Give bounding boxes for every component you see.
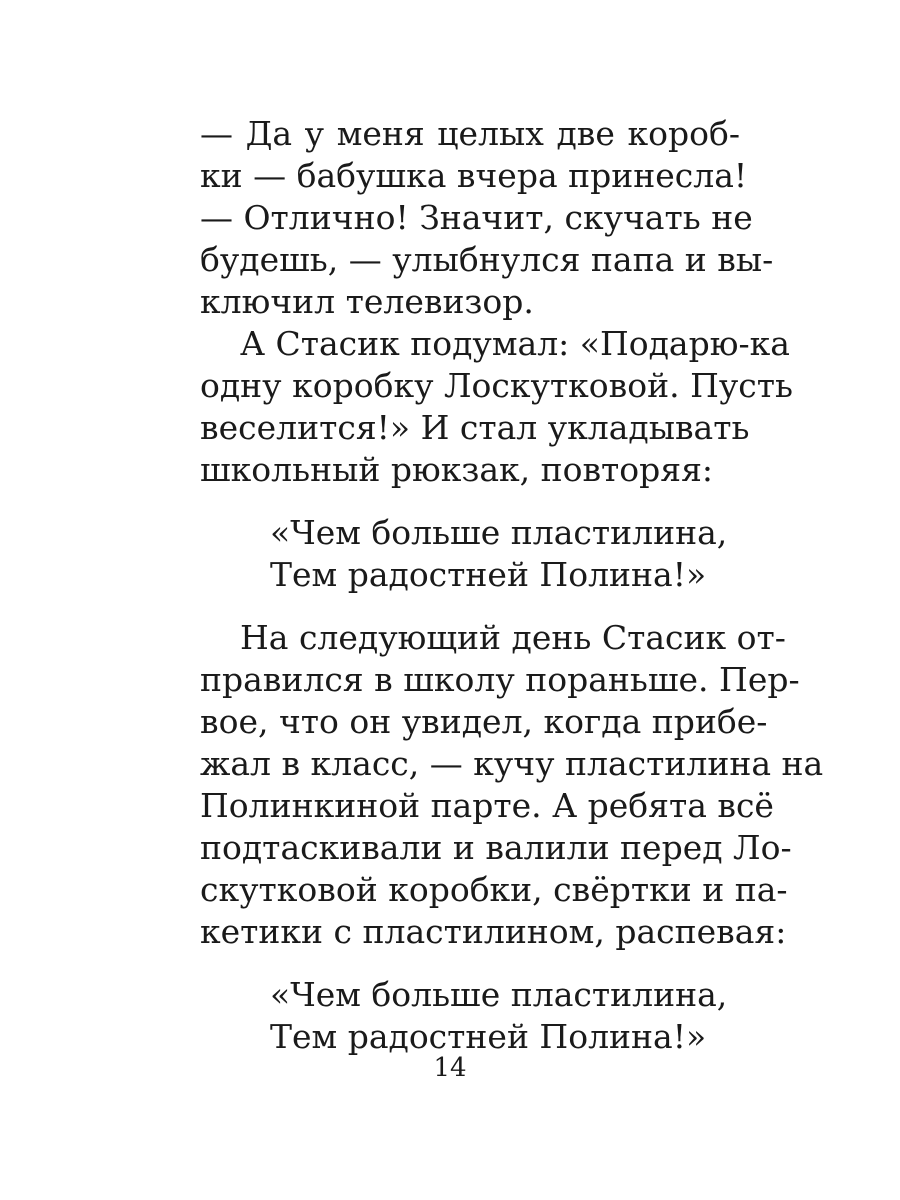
text-line: кетики с пластилином, распевая: xyxy=(200,912,787,951)
text-line: — Отлично! Значит, скучать не xyxy=(200,198,753,237)
text-line: вое, что он увидел, когда прибе- xyxy=(200,702,768,741)
text-line: ключил телевизор. xyxy=(200,282,534,321)
text-line: будешь, — улыбнулся папа и вы- xyxy=(200,240,774,279)
text-line: ки — бабушка вчера принесла! xyxy=(200,156,748,195)
text-line: скутковой коробки, свёртки и па- xyxy=(200,870,788,909)
text-line: На следующий день Стасик от- xyxy=(240,618,786,657)
text-line: Полинкиной парте. А ребята всё xyxy=(200,786,774,825)
text-line: правился в школу пораньше. Пер- xyxy=(200,660,800,699)
text-line: жал в класс, — кучу пластилина на xyxy=(200,744,824,783)
text-line: одну коробку Лоскутковой. Пусть xyxy=(200,366,793,405)
text-line: подтаскивали и валили перед Ло- xyxy=(200,828,792,867)
text-line: школьный рюкзак, повторяя: xyxy=(200,450,714,489)
verse-line: «Чем больше пластилина, xyxy=(270,513,728,552)
text-line: веселится!» И стал укладывать xyxy=(200,408,750,447)
verse-line: Тем радостней Полина!» xyxy=(270,555,707,594)
verse-line: Тем радостней Полина!» xyxy=(270,1017,707,1056)
page-number: 14 xyxy=(433,1053,467,1083)
verse-line: «Чем больше пластилина, xyxy=(270,975,728,1014)
text-line: А Стасик подумал: «Подарю-ка xyxy=(240,324,790,363)
text-line: — Да у меня целых две короб- xyxy=(200,114,740,153)
